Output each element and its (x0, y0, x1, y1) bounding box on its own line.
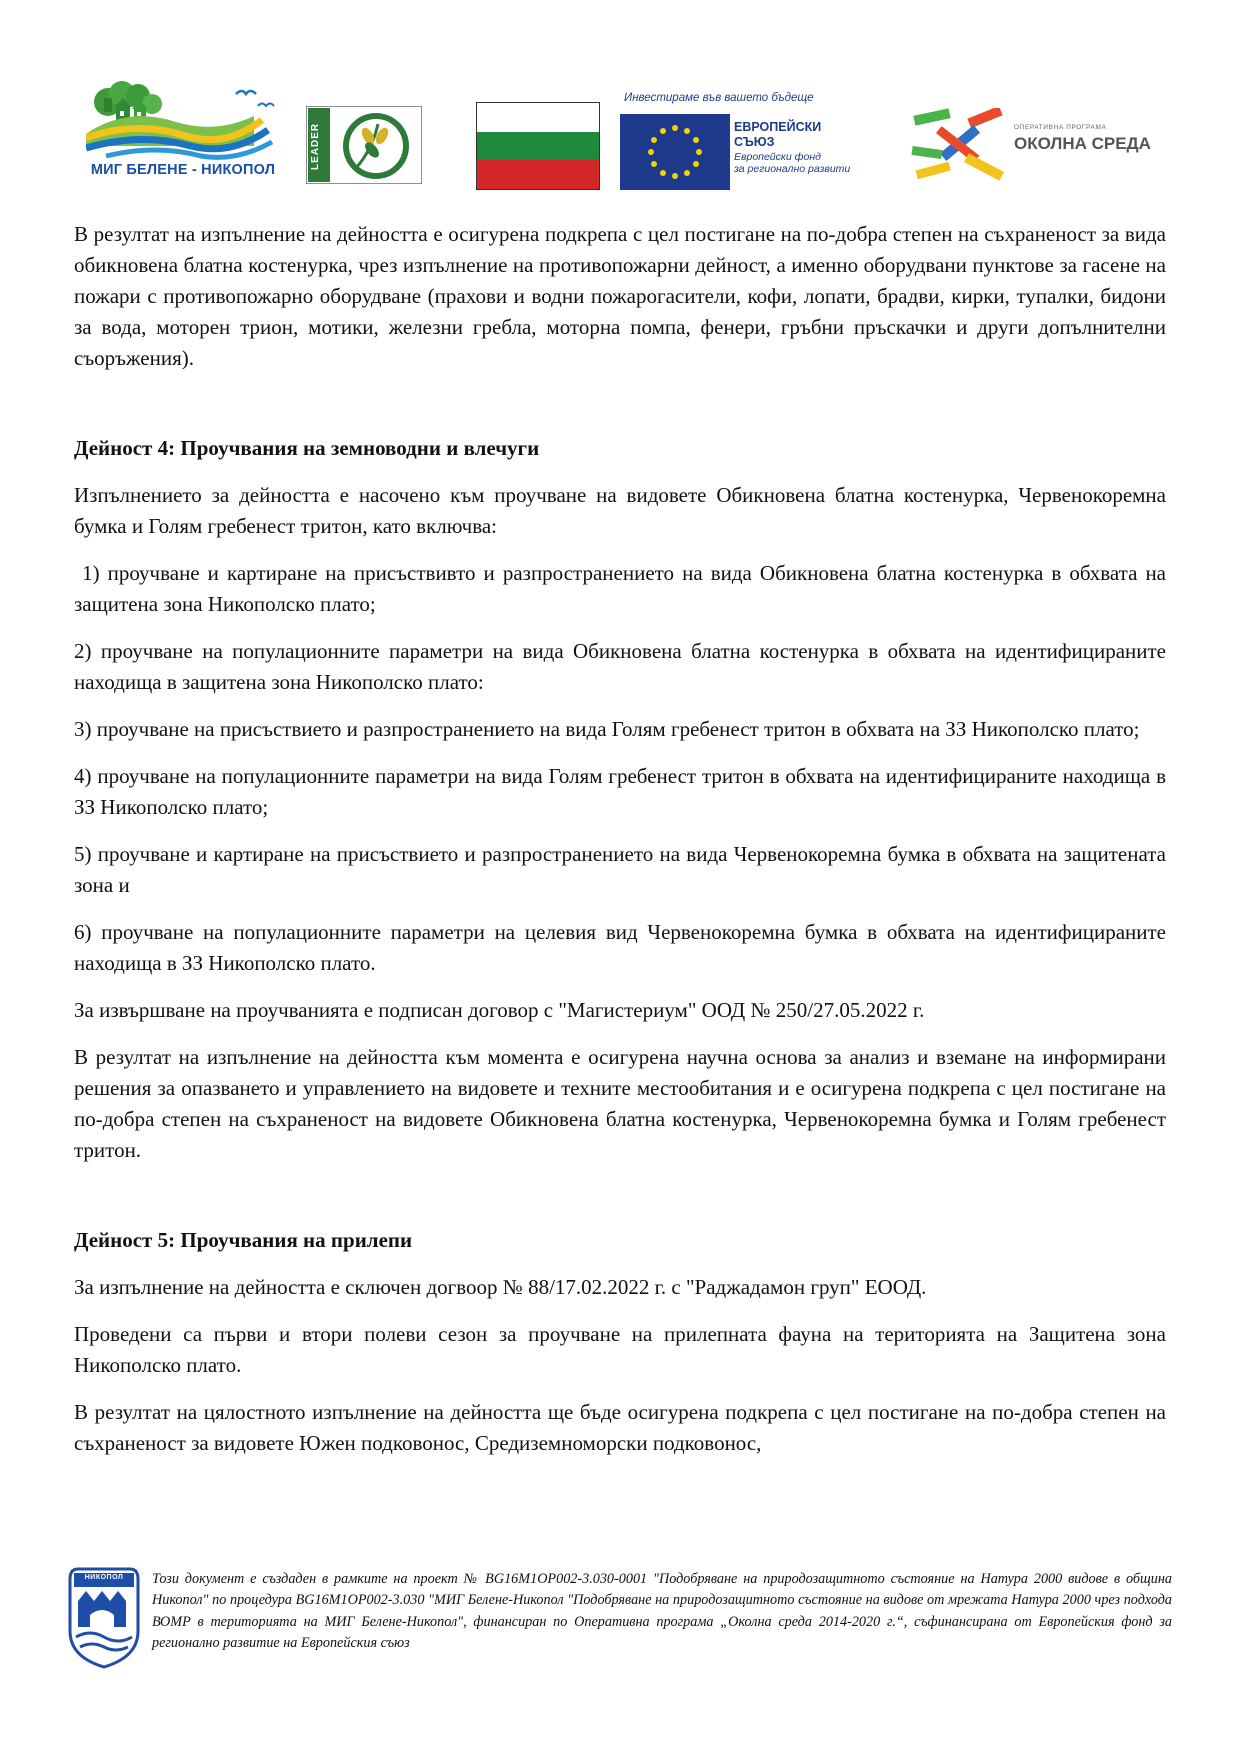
header-logos (0, 76, 1240, 196)
activity-5-heading: Дейност 5: Проучвания на прилепи (74, 1228, 413, 1252)
activity-4-result: В резултат на изпълнение на дейността към момента е осигурена научна основа за анализ и вземане на информирани решения за опазването и управлението на видовете и техните местообитания и е осигурена подкрепа с цел постигане на по-добра степен на съхраненост на видовете Обикновена блатна костенурка, Червенокоремна бумка и Голям гребенест тритон. (74, 1045, 1166, 1162)
leader-label: LEADER (310, 122, 321, 170)
leader-logo (306, 106, 422, 184)
activity-4-item: 1) проучване и картиране на присъствивто и разпространението на вида Обикновена блатна костенурка в обхвата на защитена зона Никополско плато; (74, 561, 1172, 616)
activity-4-item: 3) проучване на присъствието и разпространението на вида Голям гребенест тритон в обхвата на ЗЗ Никополско плато; (74, 717, 1140, 741)
op-environment-small-label: ОПЕРАТИВНА ПРОГРАМА (1014, 124, 1107, 131)
eu-name: ЕВРОПЕЙСКИ СЪЮЗ (734, 120, 822, 149)
nikopol-crest-logo (64, 1561, 144, 1671)
eu-tagline: Инвестираме във вашето бъдеще (624, 92, 814, 104)
footer-funding-note: Този документ е създаден в рамките на проект № BG16M1OP002-3.030-0001 "Подобряване на природозащитното състояние на Натура 2000 видове в община Никопол" по процедура BG16M1OP002-3.030 "МИГ Белене-Никопол "Подобряване на природозащитното състояние на видове от мрежата Натура 2000 чрез подхода ВОМР в територията на МИГ Белене-Никопол", финансиран по Оперативна програма „Околна среда 2014-2020 г.“, съфинансирана от Европейския фонд за регионално развитие на Европейския съюз (152, 1571, 1172, 1651)
op-environment-label: ОКОЛНА СРЕДА (1014, 134, 1151, 153)
op-environment-emblem-icon (908, 108, 1012, 186)
mig-landscape-icon (86, 76, 280, 166)
activity-4-paragraph: Изпълнението за дейността е насочено към проучване на видовете Обикновена блатна костенурка, Червенокоремна бумка и Голям гребенест тритон, като включва: (74, 483, 1166, 538)
footer (64, 1561, 1174, 1681)
mig-belene-nikopol-logo (86, 76, 280, 186)
crest-label: НИКОПОЛ (84, 1574, 124, 1581)
section-gap (74, 1182, 1166, 1225)
eu-flag-icon (620, 114, 730, 190)
activity-4-item: 4) проучване на популационните параметри на вида Голям гребенест тритон в обхвата на идентифицираните находища в ЗЗ Никополско плато; (74, 764, 1166, 819)
eu-regional-fund-logo (618, 94, 882, 194)
activity-5-contract: За изпълнение на дейността е сключен догвоор № 88/17.02.2022 г. с "Раджадамон груп" ЕООД. (74, 1275, 927, 1299)
activity-4-contract: За извършване на проучванията е подписан договор с "Магистериум" ООД № 250/27.05.2022 г. (74, 998, 925, 1022)
mig-logo-label: МИГ БЕЛЕНЕ - НИКОПОЛ (90, 162, 276, 178)
op-environment-logo (908, 108, 1158, 186)
section-gap (74, 390, 1166, 433)
intro-paragraph: В резултат на изпълнение на дейността е осигурена подкрепа с цел постигане на по-добра степен на съхраненост за вида обикновена блатна костенурка, чрез изпълнение на противопожарни дейност, а именно оборудвани пунктове за гасене на пожари с противопожарно оборудване (прахови и водни пожарогасители, кофи, лопати, брадви, кирки, тупалки, бидони за вода, моторен трион, мотики, железни гребла, моторна помпа, фенери, гръбни пръскачки и други допълнителни съоръжения). (74, 222, 1166, 370)
activity-4-item: 2) проучване на популационните параметри на вида Обикновена блатна костенурка в обхвата на идентифицираните находища в защитена зона Никополско плато: (74, 639, 1166, 694)
document-body (74, 219, 1172, 1459)
activity-4-heading: Дейност 4: Проучвания на земноводни и влечуги (74, 436, 540, 460)
eu-fund-label: Европейски фонд за регионално развити (734, 151, 851, 175)
activity-5-result: В резултат на цялостното изпълнение на дейността ще бъде осигурена подкрепа с цел постигане на по-добра степен на съхраненост за видовете Южен подковонос, Средиземноморски подковонос, (74, 1400, 1166, 1455)
activity-4-item: 6) проучване на популационните параметри на целевия вид Червенокоремна бумка в обхвата на идентифицираните находища в ЗЗ Никополско плато. (74, 920, 1166, 975)
bulgarian-flag-icon (476, 102, 600, 190)
activity-5-paragraph: Проведени са първи и втори полеви сезон за проучване на прилепната фауна на територията на Защитена зона Никополско плато. (74, 1322, 1166, 1377)
activity-4-item: 5) проучване и картиране на присъствието и разпространението на вида Червенокоремна бумка в обхвата на защитената зона и (74, 842, 1166, 897)
